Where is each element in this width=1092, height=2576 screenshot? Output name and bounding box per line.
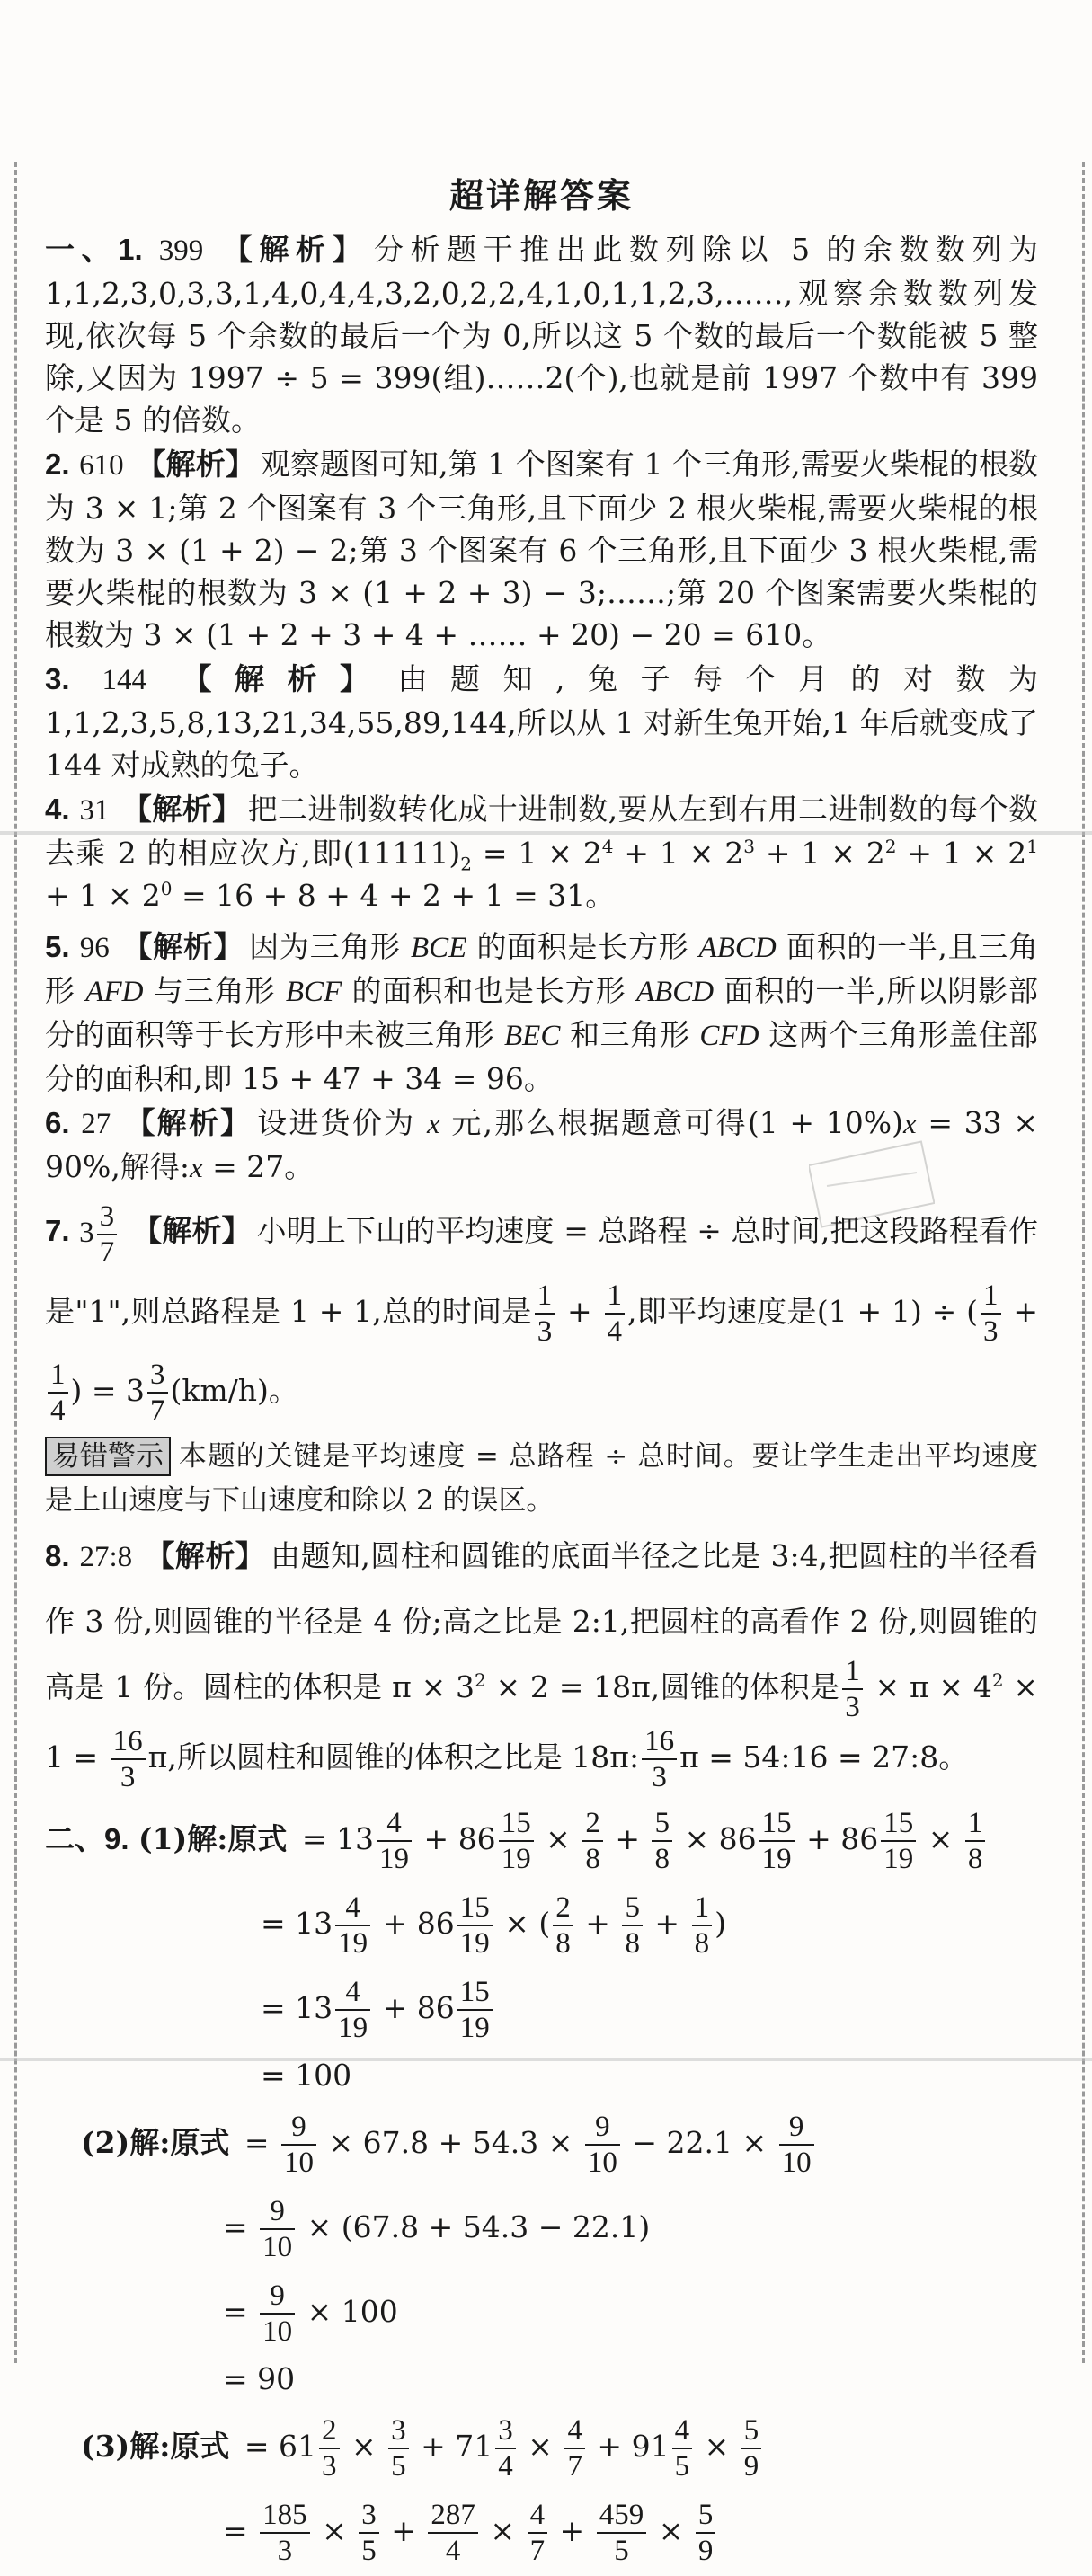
- analysis-text: + 1 × 2: [613, 836, 744, 871]
- numerator: 3: [495, 2413, 516, 2449]
- fraction: [842, 1654, 863, 1724]
- denominator: 19: [459, 2012, 490, 2044]
- number: 67.8: [362, 2125, 430, 2160]
- numerator: 1: [692, 1890, 713, 1926]
- analysis-text: 由题知,圆柱和圆锥的底面半径之比是 3:4,把圆柱的半径看作 3 份,则圆锥的半径是 4 份;高之比是 2:1,把圆柱的高看作 2 份,则圆锥的高是 1 份。圆柱的体积是 π × 3: [45, 1538, 1038, 1704]
- numerator: 4: [528, 2498, 548, 2534]
- numerator: 5: [741, 2413, 762, 2449]
- analysis-text: 观察题图可知,第 1 个图案有 1 个三角形,需要火柴棍的根数为 3 × 1;第 2 个图案有 3 个三角形,且下面少 2 根火柴棍,需要火柴棍的根数为 3 × (1 + 2) − 2;第 3 个图案有 6 个三角形,且下面少 3 根火柴棍,需要火柴棍的根数为 3 × (1 + 2 + 3) − 3;……;第 20 个图案需要火柴棍的根数为 3 × (1 + 2 + 3 + 4 + …… + 20) − 20 = 610。: [45, 447, 1039, 652]
- shape-label: CFD: [699, 1020, 759, 1052]
- fraction: [692, 1890, 713, 1961]
- analysis-text: 把二进制数转化成十进制数,要从左到右用二进制数的每个数去乘 2 的相应次方,即(11111): [45, 792, 1038, 871]
- numerator: 1: [535, 1279, 555, 1315]
- fraction: [147, 1358, 168, 1428]
- answer-value: 31: [79, 794, 110, 827]
- denominator: 3: [120, 1761, 136, 1793]
- question-number: 1.: [118, 233, 143, 266]
- fraction: [457, 1975, 493, 2045]
- question-number: 6.: [45, 1106, 70, 1139]
- binding-dashed-line-left: [14, 162, 17, 2363]
- denominator: 4: [50, 1394, 66, 1427]
- denominator: 7: [567, 2450, 582, 2483]
- denominator: 19: [883, 1843, 914, 1875]
- denominator: 10: [262, 2231, 293, 2263]
- question-number: 8.: [45, 1539, 70, 1572]
- analysis-text: 的面积是长方形: [466, 929, 699, 964]
- analysis-text: 设进货价为: [257, 1105, 427, 1140]
- fraction: [779, 2110, 814, 2180]
- fraction: [622, 1890, 643, 1961]
- fraction: [652, 1806, 672, 1876]
- denominator: 3: [983, 1315, 999, 1348]
- whole-part: 86: [416, 1906, 455, 1941]
- analysis-text: 和三角形: [560, 1017, 700, 1052]
- answer-item-3: [45, 658, 1038, 786]
- answer-item-6: [45, 1102, 1038, 1190]
- equation-result: = 90: [223, 2361, 296, 2396]
- numerator: 3: [388, 2413, 409, 2449]
- question-number: 2.: [45, 447, 70, 481]
- denominator: 3: [537, 1315, 553, 1348]
- analysis-text: × π × 4: [865, 1669, 992, 1704]
- analysis-text: 的面积和也是长方形: [342, 973, 636, 1008]
- common-mistake-note: [45, 1434, 1038, 1522]
- fraction: [359, 2498, 379, 2568]
- shape-label: AFD: [85, 976, 144, 1008]
- exponent: 1: [1026, 836, 1038, 857]
- question-number: 5.: [45, 930, 70, 963]
- equation-line: = $\frac{185}{3}$ × $\frac{3}{5}$ + $\frac{287}{4}$ × $\frac{4}{7}$ + $\frac{459}{5}$ × $\frac{5}{9}$: [45, 2492, 1038, 2571]
- shape-label: BCF: [285, 976, 342, 1008]
- fraction: [759, 1806, 795, 1876]
- denominator: 3: [845, 1691, 860, 1723]
- exponent: 3: [743, 836, 755, 857]
- expression: × 100: [306, 2294, 398, 2329]
- whole-part: 91: [631, 2429, 670, 2464]
- analysis-text: 因为三角形: [249, 929, 411, 964]
- fraction: [553, 1890, 573, 1961]
- fraction: [499, 1806, 534, 1876]
- denominator: 10: [284, 2147, 315, 2179]
- part-label: (1)解:原式: [138, 1821, 288, 1856]
- answer-value: 27:8: [79, 1541, 133, 1573]
- denominator: 8: [585, 1843, 600, 1875]
- whole-part: 86: [416, 1990, 455, 2025]
- page-title: 超详解答案: [448, 176, 634, 216]
- numerator: 9: [260, 2194, 295, 2230]
- section-label: 一、: [45, 233, 119, 266]
- denominator: 3: [652, 1761, 667, 1793]
- fraction: [260, 2498, 310, 2568]
- analysis-text: + 1 × 2: [896, 836, 1027, 871]
- denominator: 10: [262, 2315, 293, 2348]
- whole-part: 86: [457, 1821, 496, 1856]
- denominator: 4: [607, 1315, 623, 1348]
- numerator: 15: [457, 1975, 493, 2011]
- fraction: [428, 2498, 478, 2568]
- analysis-text: 元,那么根据题意可得(1 + 10%): [439, 1105, 903, 1140]
- fraction: [528, 2498, 548, 2568]
- fraction: [335, 1890, 370, 1961]
- fraction: [335, 1975, 370, 2045]
- analysis-text: = 27。: [202, 1149, 315, 1184]
- whole-part: 13: [295, 1906, 333, 1941]
- answer-value: 27: [81, 1108, 111, 1140]
- answer-value: 96: [79, 932, 110, 964]
- fraction: [672, 2413, 693, 2483]
- fraction: [281, 2110, 316, 2180]
- denominator: 10: [587, 2147, 617, 2179]
- numerator: 9: [585, 2110, 620, 2146]
- shape-label: ABCD: [698, 932, 777, 964]
- analysis-text: 面积的一半,且三角形: [45, 929, 1038, 1008]
- analysis-text: 由题知,兔子每个月的对数为 1,1,2,3,5,8,13,21,34,55,89,144,所以从 1 对新生兔开始,1 年后就变成了 144 对成熟的兔子。: [45, 661, 1039, 783]
- numerator: 15: [457, 1890, 493, 1926]
- denominator: 8: [654, 1843, 670, 1875]
- numerator: 15: [881, 1806, 916, 1842]
- number: 22.1: [666, 2125, 733, 2160]
- numerator: 1: [981, 1279, 1001, 1315]
- exponent: 2: [884, 836, 897, 857]
- answer-value: 399: [158, 235, 204, 267]
- denominator: 3: [277, 2535, 293, 2567]
- denominator: 7: [150, 1394, 165, 1427]
- denominator: 8: [625, 1927, 640, 1960]
- numerator: 2: [319, 2413, 340, 2449]
- denominator: 19: [338, 2012, 368, 2044]
- numerator: 9: [779, 2110, 814, 2146]
- numerator: 185: [260, 2498, 310, 2534]
- equation-line: 二、9. (1)解:原式 = 13 $\frac{4}{19}$ + 86 $\frac{15}{19}$ × $\frac{2}{8}$ + $\frac{5}{8}$ × 86 $\frac{15}{19}$ + 86 $\frac{15}{19}$ × $\frac{1}{8}$: [45, 1800, 1038, 1879]
- shape-label: ABCD: [635, 976, 715, 1008]
- numerator: 2: [553, 1890, 573, 1926]
- answer-mixed-number: [79, 1193, 120, 1272]
- numerator: 4: [377, 1806, 412, 1842]
- numerator: 459: [597, 2498, 647, 2534]
- analysis-text: × 1 =: [45, 1669, 1038, 1775]
- denominator: 7: [99, 1236, 115, 1270]
- denominator: 19: [459, 1927, 490, 1960]
- analysis-text: 分析题干推出此数列除以 5 的余数数列为 1,1,2,3,0,3,3,1,4,0,4,4,3,2,0,2,2,4,1,0,1,1,2,3,……,观察余数数列发现,依次每 5 个余数的最后一个为 0,所以这 5 个数的最后一个数能被 5 整除,又因为 1997 ÷ 5 = 399(组)……2(个),也就是前 1997 个数中有 399 个是 5 的倍数。: [45, 232, 1039, 438]
- analysis-text: ) = 3: [70, 1373, 145, 1408]
- whole-part: 86: [840, 1821, 879, 1856]
- analysis-text: 这两个三角形盖住部分的面积和,即 15 + 47 + 34 = 96。: [45, 1017, 1038, 1096]
- numerator: 1: [605, 1279, 626, 1315]
- numerator: 1: [965, 1806, 986, 1842]
- variable: x: [189, 1152, 203, 1184]
- numerator: 5: [696, 2498, 716, 2534]
- analysis-text: π,所以圆柱和圆锥的体积之比是 18π:: [147, 1739, 640, 1775]
- whole-part: 3: [79, 1217, 94, 1249]
- numerator: 4: [335, 1975, 370, 2011]
- equation-line: = $\frac{9}{10}$ × (67.8 + 54.3 − 22.1): [223, 2195, 651, 2263]
- numerator: 5: [652, 1806, 672, 1842]
- analysis-tag: 【解析】: [136, 447, 255, 482]
- analysis-text: = 16 + 8 + 4 + 2 + 1 = 31。: [172, 878, 616, 913]
- question-number: 3.: [45, 662, 70, 695]
- answer-item-2: [45, 443, 1038, 656]
- warn-label: 易错警示: [45, 1437, 171, 1476]
- fraction: [582, 1806, 603, 1876]
- denominator: 4: [498, 2450, 513, 2483]
- denominator: 9: [743, 2450, 759, 2483]
- fraction: [111, 1724, 146, 1794]
- operator: +: [557, 1294, 602, 1329]
- exponent: 0: [160, 878, 173, 899]
- fraction: [377, 1806, 412, 1876]
- fraction: [457, 1890, 493, 1961]
- numerator: 4: [335, 1890, 370, 1926]
- denominator: 5: [391, 2450, 406, 2483]
- analysis-tag: 【解析】: [145, 1538, 266, 1573]
- analysis-tag: 【解析】: [123, 1105, 253, 1140]
- analysis-text: 与三角形: [143, 973, 286, 1008]
- analysis-text: 面积的一半,所以阴影部分的面积等于长方形中未被三角形: [45, 973, 1038, 1052]
- denominator: 5: [361, 2535, 377, 2567]
- answer-item-4: [45, 788, 1038, 916]
- fraction: [741, 2413, 762, 2483]
- whole-part: 13: [336, 1821, 375, 1856]
- denominator: 8: [967, 1843, 983, 1875]
- numerator: 4: [672, 2413, 693, 2449]
- answer-item-8: [45, 1524, 1038, 1794]
- question-number: 9.: [104, 1822, 129, 1855]
- fraction: [981, 1279, 1001, 1349]
- warn-text: 本题的关键是平均速度 = 总路程 ÷ 总时间。要让学生走出平均速度是上山速度与下山速度和除以 2 的误区。: [45, 1440, 1038, 1517]
- numerator: 3: [147, 1358, 168, 1394]
- denominator: 19: [379, 1843, 410, 1875]
- fraction: [585, 2110, 620, 2180]
- denominator: 3: [322, 2450, 337, 2483]
- analysis-text: ,即平均速度是(1 + 1) ÷ (: [627, 1294, 979, 1329]
- answer-item-1: [45, 228, 1038, 441]
- denominator: 5: [674, 2450, 690, 2483]
- denominator: 19: [501, 1843, 531, 1875]
- answer-item-7: [45, 1191, 1038, 1430]
- fraction: [642, 1724, 677, 1794]
- equation-line: = 13 $\frac{4}{19}$ + 86 $\frac{15}{19}$: [45, 1969, 1038, 2048]
- denominator: 8: [555, 1927, 571, 1960]
- numerator: 16: [642, 1724, 677, 1760]
- whole-part: 86: [718, 1821, 757, 1856]
- denominator: 7: [529, 2535, 546, 2567]
- analysis-text: = 33 × 90%,解得:: [45, 1105, 1038, 1184]
- shape-label: BEC: [504, 1020, 561, 1052]
- analysis-text: π = 54:16 = 27:8。: [679, 1739, 969, 1775]
- whole-part: 13: [295, 1990, 333, 2025]
- number: 54.3: [472, 2125, 539, 2160]
- analysis-text: + 1 × 2: [45, 878, 161, 913]
- expression: × (67.8 + 54.3 − 22.1): [306, 2209, 651, 2244]
- analysis-text: × 2 = 18π,圆锥的体积是: [485, 1669, 840, 1704]
- numerator: 2: [582, 1806, 603, 1842]
- exponent: 4: [601, 836, 614, 857]
- fraction: [495, 2413, 516, 2483]
- fraction: [48, 1358, 68, 1428]
- fraction: [260, 2194, 295, 2264]
- numerator: 3: [97, 1199, 118, 1235]
- whole-part: 61: [279, 2429, 317, 2464]
- denominator: 10: [781, 2147, 812, 2179]
- exponent: 2: [991, 1669, 1004, 1691]
- numerator: 15: [759, 1806, 795, 1842]
- numerator: 1: [842, 1654, 863, 1690]
- fraction: [696, 2498, 716, 2568]
- variable: x: [902, 1108, 917, 1140]
- numerator: 4: [564, 2413, 585, 2449]
- subscript: 2: [460, 853, 473, 875]
- analysis-tag: 【解析】: [121, 792, 243, 827]
- analysis-tag: 【解析】: [216, 232, 368, 267]
- answer-item-5: [45, 925, 1038, 1100]
- numerator: 5: [622, 1890, 643, 1926]
- analysis-tag: 【解析】: [159, 661, 393, 696]
- analysis-tag: 【解析】: [132, 1213, 252, 1248]
- answer-item-9: [45, 1800, 1038, 2571]
- question-number: 4.: [45, 792, 70, 826]
- denominator: 5: [614, 2535, 629, 2567]
- section-label: 二、: [45, 1822, 104, 1855]
- part-label: (3)解:原式: [81, 2429, 230, 2464]
- analysis-text: (km/h)。: [170, 1373, 298, 1408]
- equation-line: (2)解:原式 = $\frac{9}{10}$ × 67.8 + 54.3 × $\frac{9}{10}$ − 22.1 × $\frac{9}{10}$: [45, 2103, 1038, 2182]
- numerator: 9: [281, 2110, 316, 2146]
- denominator: 8: [694, 1927, 710, 1960]
- denominator: 4: [445, 2535, 461, 2567]
- fraction: [319, 2413, 340, 2483]
- fraction: [881, 1806, 916, 1876]
- variable: x: [426, 1108, 440, 1140]
- answer-value: 610: [79, 449, 124, 482]
- answer-page: [45, 175, 1038, 2576]
- analysis-text: = 1 × 2: [472, 836, 602, 871]
- fraction: [388, 2413, 409, 2483]
- equation-line: (3)解:原式 = 61 $\frac{2}{3}$ × $\frac{3}{5}$ + 71 $\frac{3}{4}$ × $\frac{4}{7}$ + 91 $\frac{4}{5}$ × $\frac{5}{9}$: [45, 2407, 1038, 2486]
- denominator: 19: [338, 1927, 368, 1960]
- analysis-text: + 1 × 2: [755, 836, 885, 871]
- numerator: 287: [428, 2498, 478, 2534]
- binding-dashed-line-right: [1082, 162, 1085, 2363]
- equation-result: = 100: [261, 2058, 352, 2093]
- analysis-tag: 【解析】: [121, 929, 244, 964]
- shape-label: BCE: [410, 932, 467, 964]
- denominator: 9: [697, 2535, 714, 2567]
- question-number: 7.: [45, 1214, 70, 1247]
- fraction: [605, 1279, 626, 1349]
- numerator: 1: [48, 1358, 68, 1394]
- exponent: 2: [475, 1669, 486, 1691]
- fraction: [97, 1199, 118, 1270]
- numerator: 3: [359, 2498, 379, 2534]
- equation-line: = 13 $\frac{4}{19}$ + 86 $\frac{15}{19}$ × ( $\frac{2}{8}$ + $\frac{5}{8}$ + $\frac{1}{8}$ ): [261, 1891, 726, 1960]
- fraction: [564, 2413, 585, 2483]
- fraction: [965, 1806, 986, 1876]
- operator: +: [1003, 1294, 1038, 1329]
- fraction: [260, 2279, 295, 2349]
- fraction: [597, 2498, 647, 2568]
- part-label: (2)解:原式: [81, 2125, 230, 2160]
- answer-value: 144: [102, 664, 147, 696]
- numerator: 15: [499, 1806, 534, 1842]
- fraction: [535, 1279, 555, 1349]
- equation-line: = $\frac{9}{10}$ × 100: [223, 2279, 398, 2348]
- whole-part: 71: [455, 2429, 493, 2464]
- analysis-text: 小明上下山的平均速度 = 总路程 ÷ 总时间,把这段路程看作是"1",则总路程是 1 + 1,总的时间是: [45, 1213, 1039, 1329]
- denominator: 19: [761, 1843, 792, 1875]
- numerator: 16: [111, 1724, 146, 1760]
- numerator: 9: [260, 2279, 295, 2315]
